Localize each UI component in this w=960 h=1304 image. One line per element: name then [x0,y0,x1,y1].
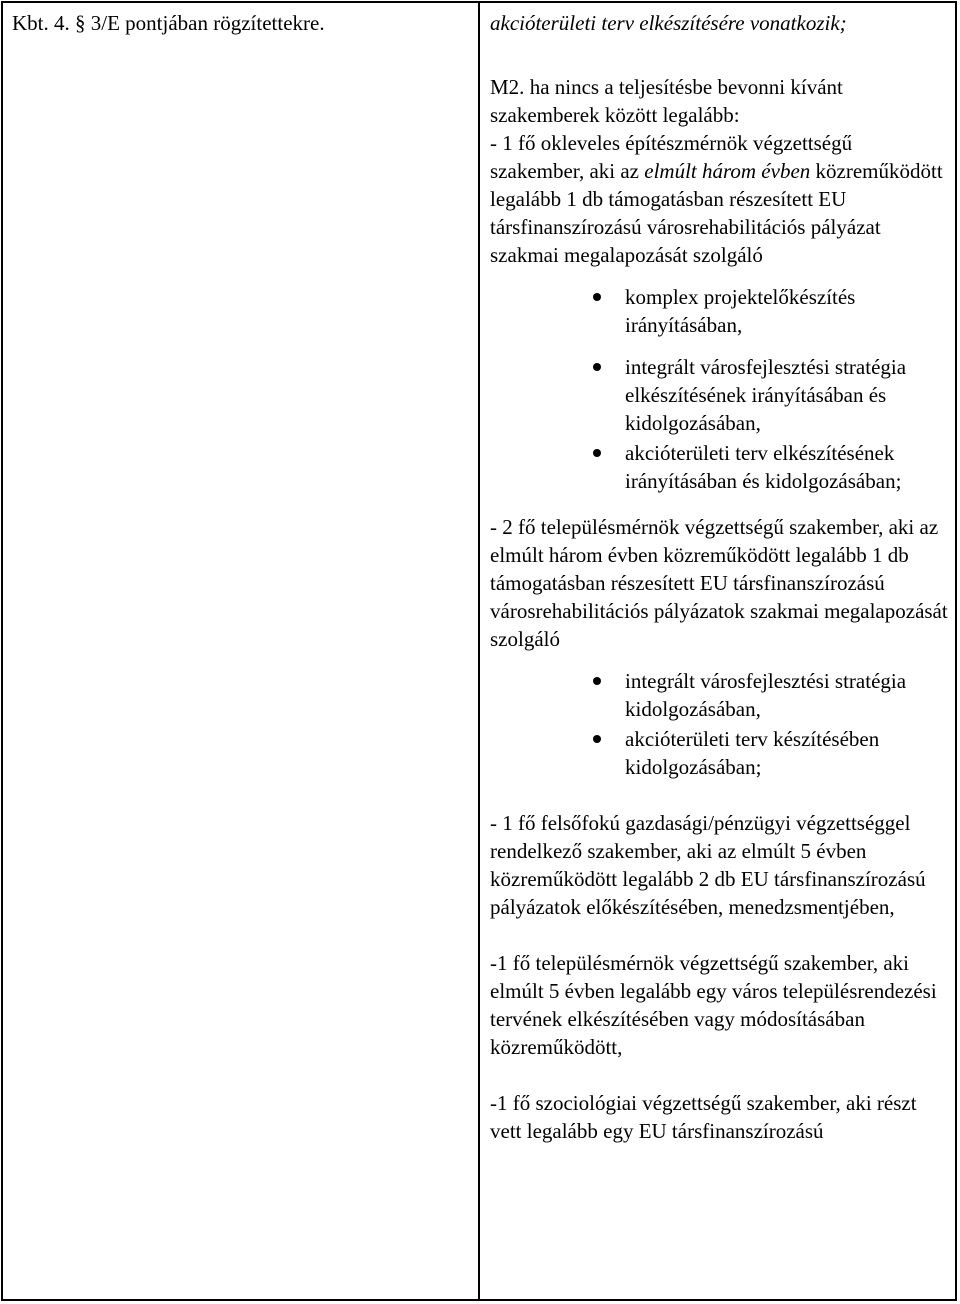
section-4-paragraph: -1 fő településmérnök végzettségű szakember, aki elmúlt 5 évben legalább egy város településrendezési tervének elkészítésében vagy módosításában közreműködött, [490,951,937,1059]
list-item: integrált városfejlesztési stratégia elkészítésének irányításában és kidolgozásában, [625,353,950,437]
right-cell [490,9,950,1145]
section-2-bullet-list [490,667,950,781]
section-2-paragraph: - 2 fő településmérnök végzettségű szakember, aki az elmúlt három évben közreműködött legalább 1 db támogatásban részesített EU társfinanszírozású városrehabilitációs pályázatok szakmai megalapozását szolgáló [490,515,948,651]
left-cell [12,9,472,37]
section-5-paragraph: -1 fő szociológiai végzettségű szakember, aki részt vett legalább egy EU társfinanszírozású [490,1091,917,1143]
left-cell-text: Kbt. 4. § 3/E pontjában rögzítettekre. [12,11,325,35]
section-3-paragraph: - 1 fő felsőfokú gazdasági/pénzügyi végzettséggel rendelkező szakember, aki az elmúlt 5 évben közreműködött legalább 2 db EU társfinanszírozású pályázatok előkészítésében, menedzsmentjében, [490,811,926,919]
m2-paragraph [490,73,950,269]
m2-line1-italic: elmúlt három évben [644,159,811,183]
m2-line1-suffix: közreműködött legalább 1 db támogatásban részesített EU társfinanszírozású városrehabilitációs pályázat szakmai megalapozását szolgáló [490,159,943,267]
m2-bullet-list [490,283,950,495]
m2-line1-prefix: - 1 fő okleveles építészmérnök végzettségű szakember, aki az [490,131,853,183]
list-item: integrált városfejlesztési stratégia kidolgozásában, [625,667,950,723]
list-item: akcióterületi terv készítésében kidolgozásában; [625,725,950,781]
list-item: komplex projektelőkészítés irányításában, [625,283,950,339]
m2-text: ha nincs a teljesítésbe bevonni kívánt szakemberek között legalább: [490,75,843,127]
m2-label: M2. [490,75,525,99]
document-table [1,1,957,1301]
intro-italic-text: akcióterületi terv elkészítésére vonatkozik; [490,11,847,35]
column-divider [478,3,480,1299]
list-item: akcióterületi terv elkészítésének irányításában és kidolgozásában; [625,439,950,495]
